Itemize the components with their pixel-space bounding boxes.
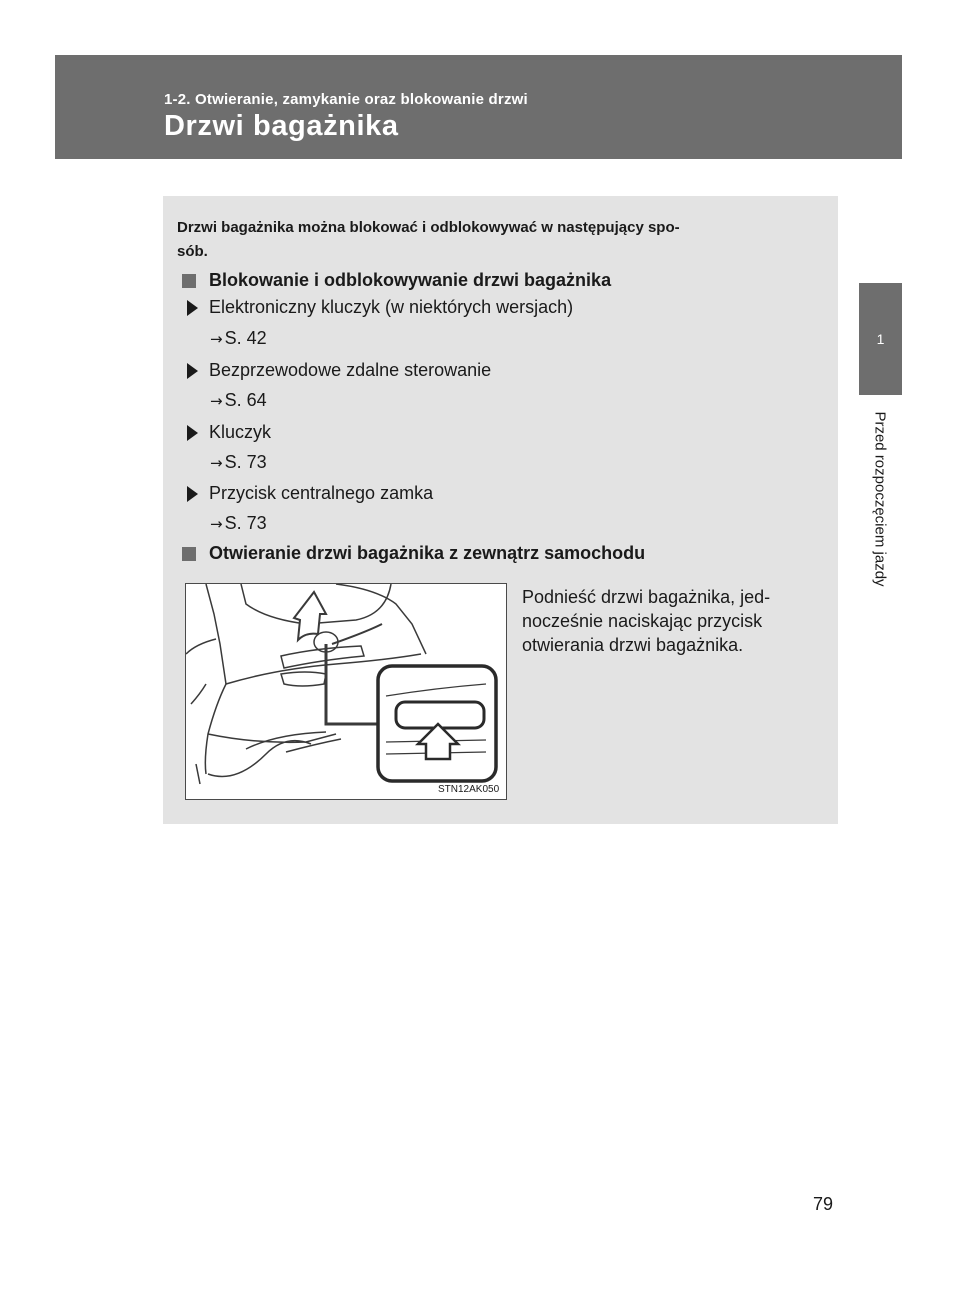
car-rear-drawing [186,584,507,800]
triangle-bullet-icon [187,425,198,441]
item-label: Kluczyk [209,422,272,442]
square-bullet-icon [182,274,196,288]
intro-text [177,216,827,264]
list-item [187,360,491,381]
section-reference: 1-2. Otwieranie, zamykanie oraz blokowanie drzwi [164,91,528,108]
chapter-label: Przed rozpoczęciem jazdy [871,411,889,587]
item-label: Bezprzewodowe zdalne sterowanie [209,360,492,380]
intro-line: Drzwi bagażnika można blokować i odblokowywać w następujący spo- [177,219,680,236]
arrow-right-icon: → [210,515,223,533]
ref-text: S. 64 [224,390,267,410]
chapter-tab[interactable] [859,283,902,395]
arrow-right-icon: → [210,330,223,348]
item-label: Elektroniczny kluczyk (w niektórych wersjach) [209,297,574,317]
triangle-bullet-icon [187,486,198,502]
item-label: Przycisk centralnego zamka [209,483,434,503]
page-reference-link[interactable] [210,452,267,473]
illustration-code: STN12AK050 [438,784,500,795]
intro-line: sób. [177,243,208,260]
description-line: Podnieść drzwi bagażnika, jed- [522,587,771,607]
tailgate-illustration [185,583,507,800]
ref-text: S. 73 [224,513,267,533]
section-heading-lock [182,270,611,291]
page-title: Drzwi bagażnika [164,110,399,142]
triangle-bullet-icon [187,300,198,316]
description-line: nocześnie naciskając przycisk [522,611,763,631]
square-bullet-icon [182,547,196,561]
chapter-number: 1 [876,331,885,347]
arrow-right-icon: → [210,392,223,410]
page-reference-link[interactable] [210,513,267,534]
list-item [187,297,573,318]
section-heading-open [182,543,645,564]
ref-text: S. 73 [224,452,267,472]
description-text [522,585,826,657]
heading-text: Blokowanie i odblokowywanie drzwi bagażnika [209,270,612,290]
page-reference-link[interactable] [210,390,267,411]
triangle-bullet-icon [187,363,198,379]
page-reference-link[interactable] [210,328,267,349]
heading-text: Otwieranie drzwi bagażnika z zewnątrz samochodu [209,543,646,563]
ref-text: S. 42 [224,328,267,348]
list-item [187,422,271,443]
description-line: otwierania drzwi bagażnika. [522,635,744,655]
list-item [187,483,433,504]
arrow-right-icon: → [210,454,223,472]
page-number: 79 [813,1194,834,1214]
